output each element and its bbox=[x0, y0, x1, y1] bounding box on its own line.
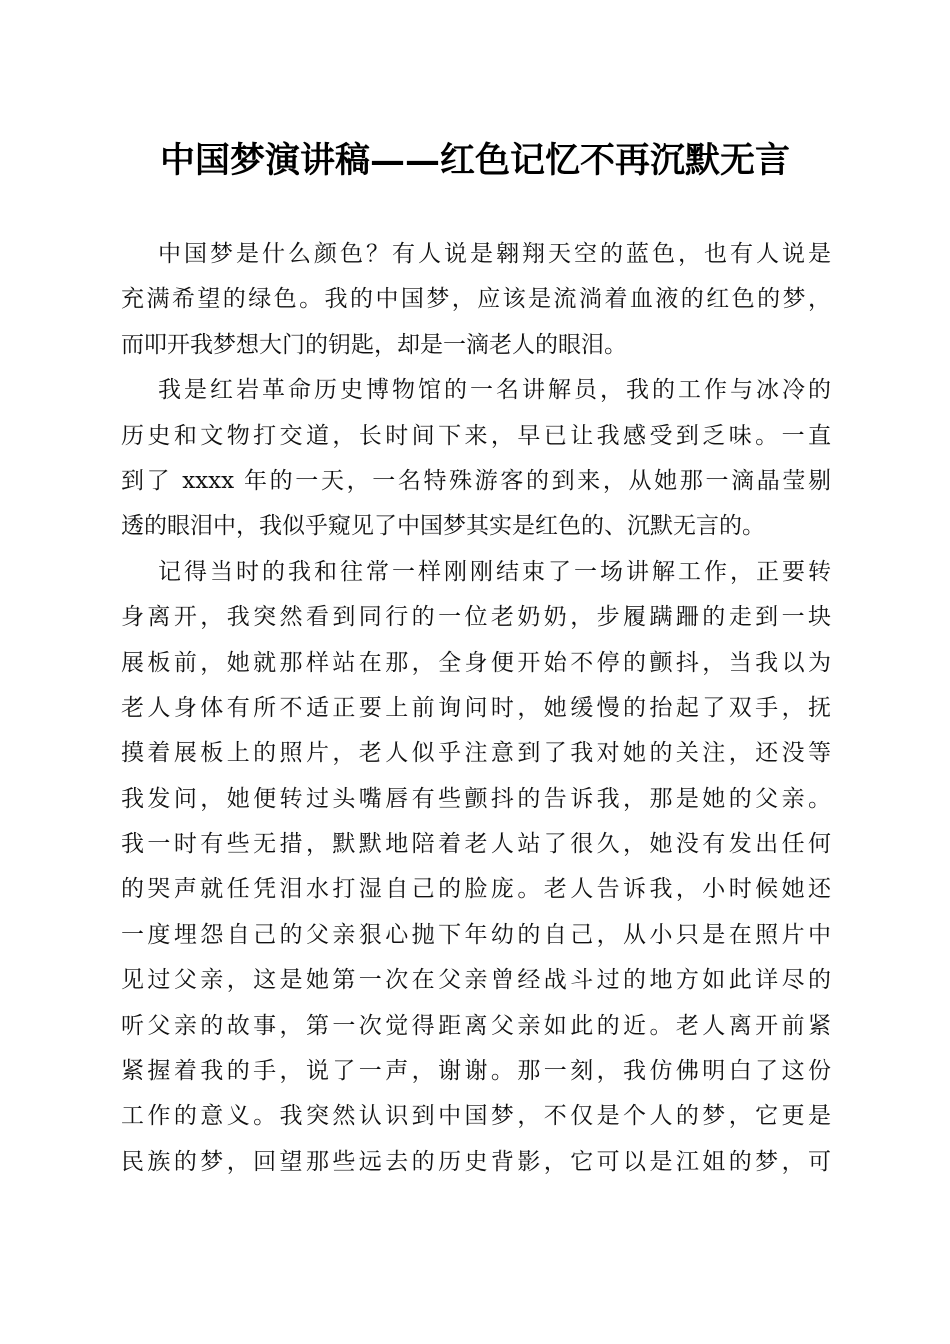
text-line: 我发问，她便转过头嘴唇有些颤抖的告诉我，那是她的父亲。 bbox=[121, 785, 831, 812]
text-line: 充满希望的绿色。我的中国梦，应该是流淌着血液的红色的梦， bbox=[121, 286, 831, 313]
text-line: 我是红岩革命历史博物馆的一名讲解员，我的工作与冰冷的 bbox=[158, 377, 831, 404]
text-line: 见过父亲，这是她第一次在父亲曾经战斗过的地方如此详尽的 bbox=[121, 967, 831, 994]
text-line: 老人身体有所不适正要上前询问时，她缓慢的抬起了双手，抚 bbox=[121, 694, 831, 721]
text-line: 紧握着我的手，说了一声，谢谢。那一刻，我仿佛明白了这份 bbox=[121, 1058, 831, 1085]
text-line: 而叩开我梦想大门的钥匙，却是一滴老人的眼泪。 bbox=[121, 331, 627, 358]
text-line: 中国梦是什么颜色？有人说是翱翔天空的蓝色，也有人说是 bbox=[158, 241, 831, 267]
text-line: 身离开，我突然看到同行的一位老奶奶，步履蹒跚的走到一块 bbox=[121, 604, 831, 631]
text-line: 的哭声就任凭泪水打湿自己的脸庞。老人告诉我，小时候她还 bbox=[121, 876, 831, 903]
text-line: 到了 xxxx 年的一天，一名特殊游客的到来，从她那一滴晶莹剔 bbox=[121, 467, 831, 494]
text-line: 民族的梦，回望那些远去的历史背影，它可以是江姐的梦，可 bbox=[121, 1148, 831, 1175]
text-line: 听父亲的故事，第一次觉得距离父亲如此的近。老人离开前紧 bbox=[121, 1012, 831, 1039]
text-line: 一度埋怨自己的父亲狠心抛下年幼的自己，从小只是在照片中 bbox=[121, 921, 831, 948]
text-line: 透的眼泪中，我似乎窥见了中国梦其实是红色的、沉默无言的。 bbox=[121, 513, 765, 540]
text-line: 记得当时的我和往常一样刚刚结束了一场讲解工作，正要转 bbox=[158, 558, 831, 585]
document-title: 中国梦演讲稿——红色记忆不再沉默无言 bbox=[159, 140, 790, 181]
text-line: 我一时有些无措，默默地陪着老人站了很久，她没有发出任何 bbox=[121, 831, 831, 858]
text-line: 摸着展板上的照片，老人似乎注意到了我对她的关注，还没等 bbox=[121, 740, 831, 767]
text-line: 展板前，她就那样站在那，全身便开始不停的颤抖，当我以为 bbox=[121, 649, 831, 676]
text-line: 工作的意义。我突然认识到中国梦，不仅是个人的梦，它更是 bbox=[121, 1103, 831, 1130]
text-line: 历史和文物打交道，长时间下来，早已让我感受到乏味。一直 bbox=[121, 422, 831, 449]
document-body bbox=[121, 232, 831, 1185]
